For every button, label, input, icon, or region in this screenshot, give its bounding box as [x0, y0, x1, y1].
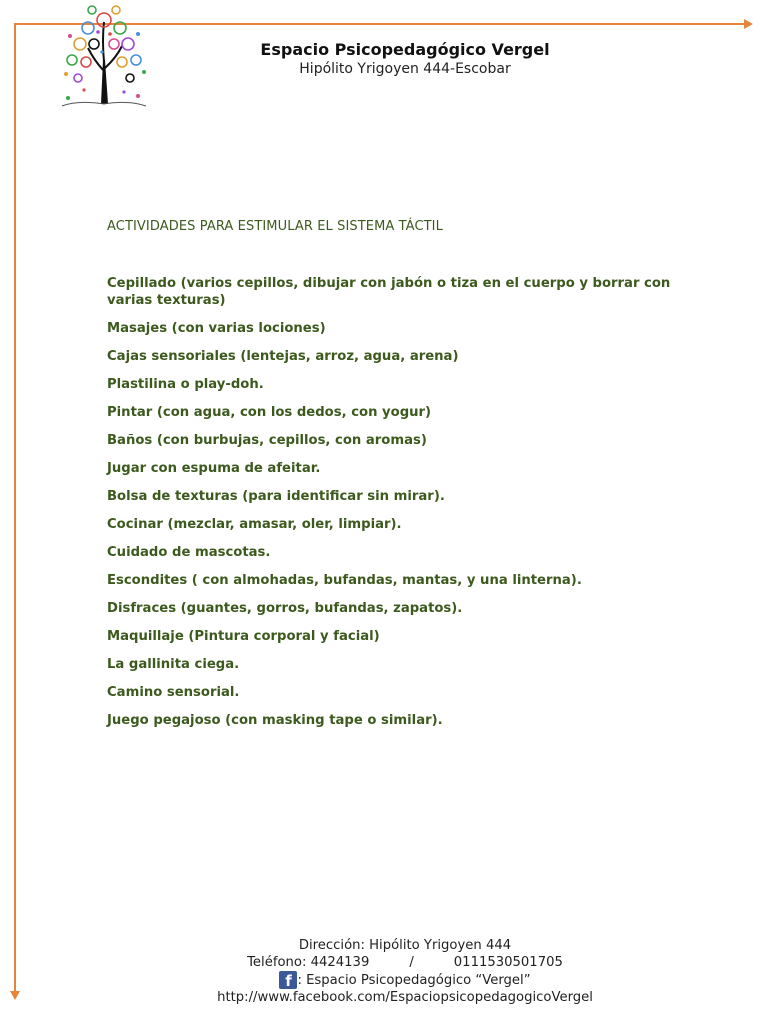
list-item: Escondites ( con almohadas, bufandas, mantas, y una linterna).	[107, 573, 582, 588]
list-item: Plastilina o play-doh.	[107, 377, 264, 392]
footer-phone-main: Teléfono: 4424139	[247, 955, 370, 970]
tree-logo-icon	[58, 0, 150, 112]
page-header	[200, 40, 610, 78]
section-title: ACTIVIDADES PARA ESTIMULAR EL SISTEMA TÁCTIL	[107, 219, 443, 234]
list-item: Cajas sensoriales (lentejas, arroz, agua, arena)	[107, 349, 459, 364]
frame-left-line	[14, 23, 16, 993]
list-item: Cocinar (mezclar, amasar, oler, limpiar).	[107, 517, 402, 532]
header-subtitle: Hipólito Yrigoyen 444-Escobar	[299, 61, 511, 77]
activities-list	[107, 275, 717, 740]
list-item: Disfraces (guantes, gorros, bufandas, zapatos).	[107, 601, 463, 616]
footer-address: Dirección: Hipólito Yrigoyen 444	[298, 938, 512, 953]
footer-facebook-label: : Espacio Psicopedagógico “Vergel”	[297, 973, 531, 988]
frame-arrow-down-icon	[10, 991, 20, 1000]
list-item: Jugar con espuma de afeitar.	[107, 461, 321, 476]
footer-phone-separator: /	[409, 955, 414, 970]
list-item: Masajes (con varias lociones)	[107, 321, 326, 336]
footer-phone	[180, 954, 630, 971]
list-item: Camino sensorial.	[107, 685, 240, 700]
list-item: La gallinita ciega.	[107, 657, 240, 672]
header-title: Espacio Psicopedagógico Vergel	[260, 40, 550, 59]
list-item: Cuidado de mascotas.	[107, 545, 271, 560]
list-item: Cepillado (varios cepillos, dibujar con jabón o tiza en el cuerpo y borrar con varias texturas)	[107, 276, 671, 308]
list-item: Bolsa de texturas (para identificar sin mirar).	[107, 489, 445, 504]
footer-facebook	[180, 971, 630, 989]
facebook-icon[interactable]: f	[279, 971, 297, 989]
page-footer	[180, 937, 630, 1006]
list-item: Baños (con burbujas, cepillos, con aromas)	[107, 433, 427, 448]
list-item: Pintar (con agua, con los dedos, con yogur)	[107, 405, 432, 420]
frame-arrow-right-icon	[744, 19, 753, 29]
footer-phone-alt: 0111530501705	[453, 955, 563, 970]
list-item: Maquillaje (Pintura corporal y facial)	[107, 629, 380, 644]
list-item: Juego pegajoso (con masking tape o similar).	[107, 713, 443, 728]
footer-facebook-url[interactable]: http://www.facebook.com/EspaciopsicopedagogicoVergel	[217, 990, 593, 1005]
